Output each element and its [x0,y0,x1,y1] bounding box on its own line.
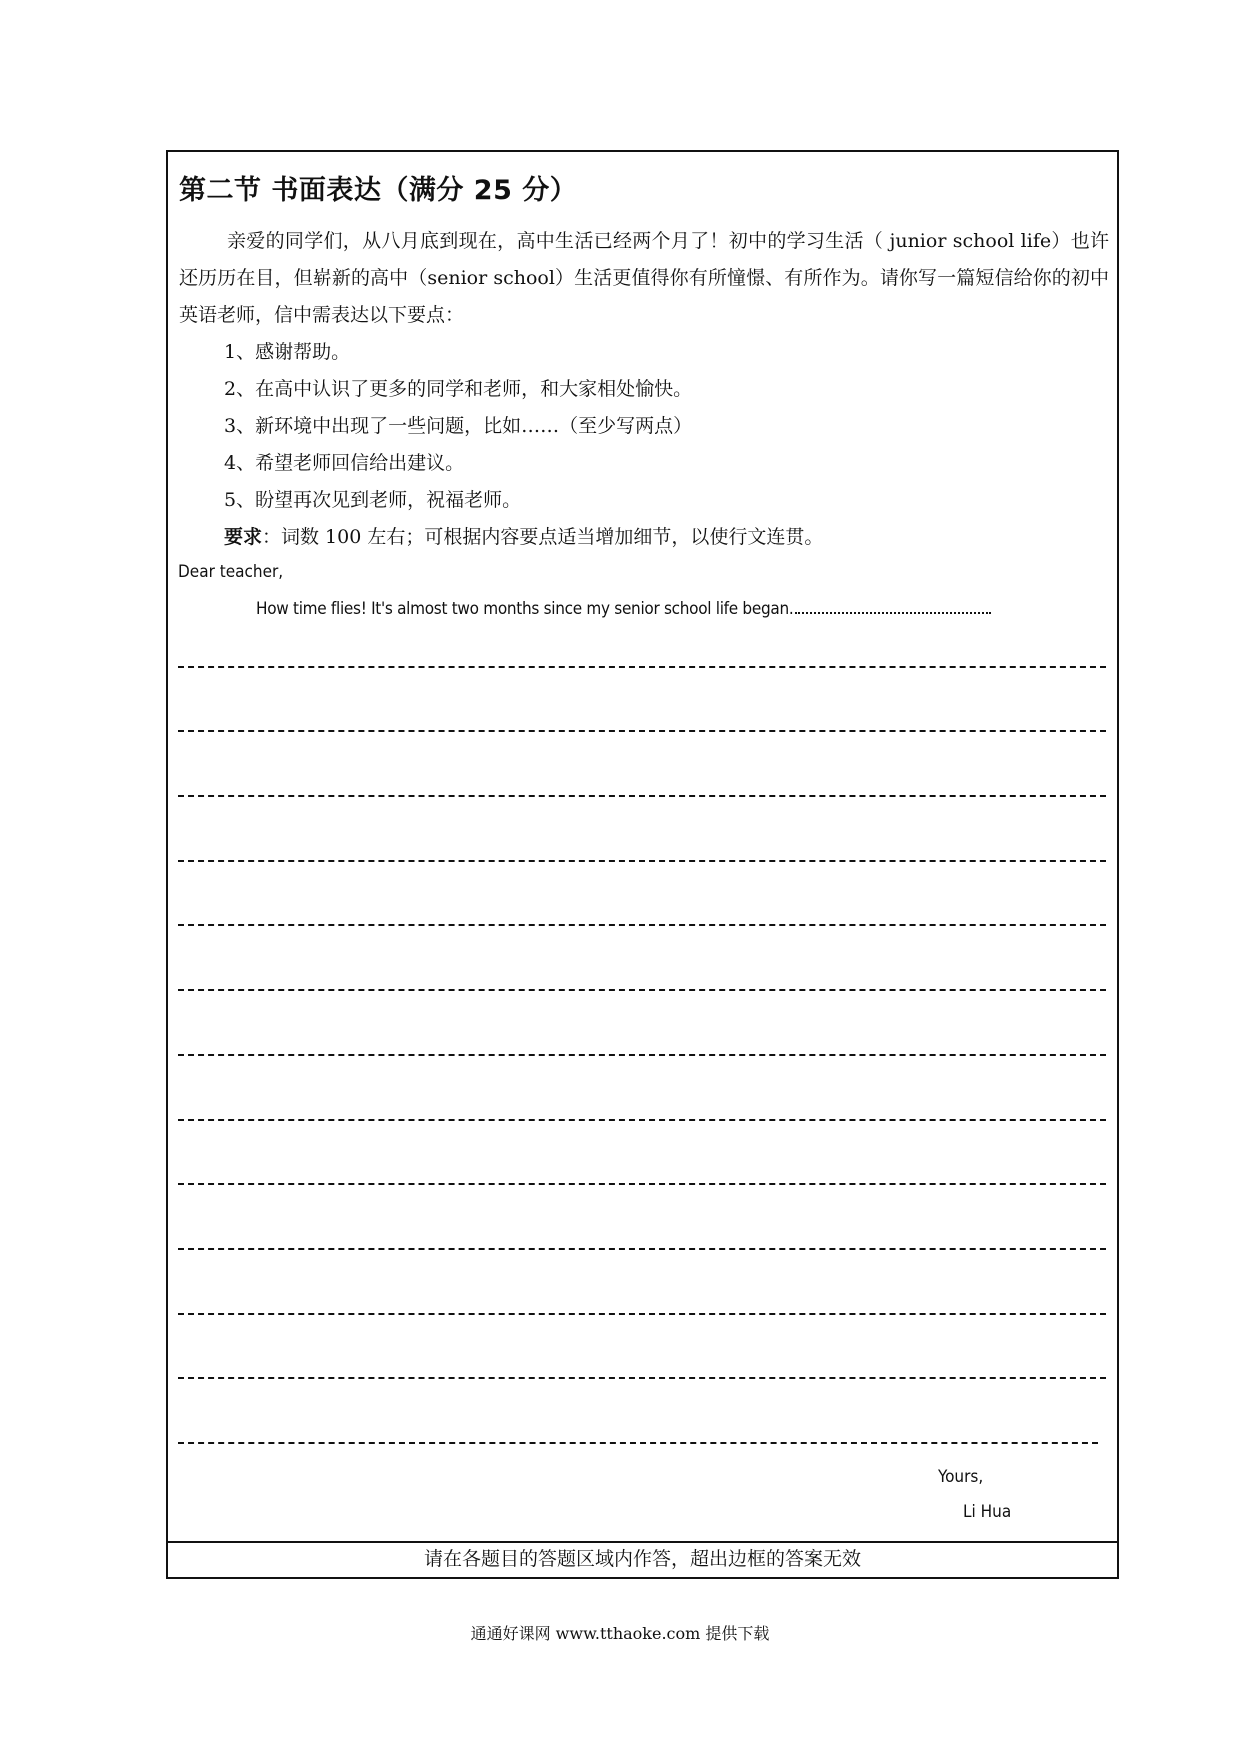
key-point: 1、感谢帮助。 [224,341,351,363]
answer-box [166,150,1119,1579]
task-intro: 亲爱的同学们，从八月底到现在，高中生活已经两个月了！初中的学习生活（ junior school life）也许还历历在目，但崭新的高中（senior school）生活更值得你有所憧憬、有所作为。请你写一篇短信给你的初中英语老师，信中需表达以下要点： [179,230,1109,326]
page-footer: 通通好课网 www.tthaoke.com 提供下载 [470,1624,770,1643]
opening-sentence: How time flies! It's almost two months since my senior school life began. [256,599,794,619]
writing-line[interactable] [178,1442,1098,1444]
writing-line[interactable] [178,666,1106,668]
writing-line[interactable] [178,1313,1106,1315]
requirement-label: 要求 [224,526,263,548]
writing-line[interactable] [178,924,1106,926]
writing-line[interactable] [178,1377,1106,1379]
writing-line[interactable] [178,730,1106,732]
requirement [224,519,823,556]
section-title: 第二节 书面表达（满分 25 分） [179,175,578,206]
requirement-text: ：词数 100 左右；可根据内容要点适当增加细节，以使行文连贯。 [262,526,824,548]
key-point: 2、在高中认识了更多的同学和老师，和大家相处愉快。 [224,378,693,400]
key-points-list [224,334,692,519]
letter-opening [256,598,991,619]
key-point: 4、希望老师回信给出建议。 [224,452,465,474]
opening-writing-blank[interactable] [795,598,991,614]
writing-line[interactable] [178,1119,1106,1121]
answer-area-warning: 请在各题目的答题区域内作答，超出边框的答案无效 [168,1541,1117,1577]
writing-line[interactable] [178,989,1106,991]
writing-line[interactable] [178,795,1106,797]
answer-area [168,152,1117,1545]
key-point: 3、新环境中出现了一些问题，比如……（至少写两点） [224,415,693,437]
writing-line[interactable] [178,1054,1106,1056]
writing-line[interactable] [178,860,1106,862]
writing-line[interactable] [178,1248,1106,1250]
letter-greeting: Dear teacher, [178,562,284,582]
letter-closing: Yours, [938,1467,984,1487]
letter-signature: Li Hua [963,1502,1012,1522]
writing-line[interactable] [178,1183,1106,1185]
key-point: 5、盼望再次见到老师，祝福老师。 [224,489,522,511]
